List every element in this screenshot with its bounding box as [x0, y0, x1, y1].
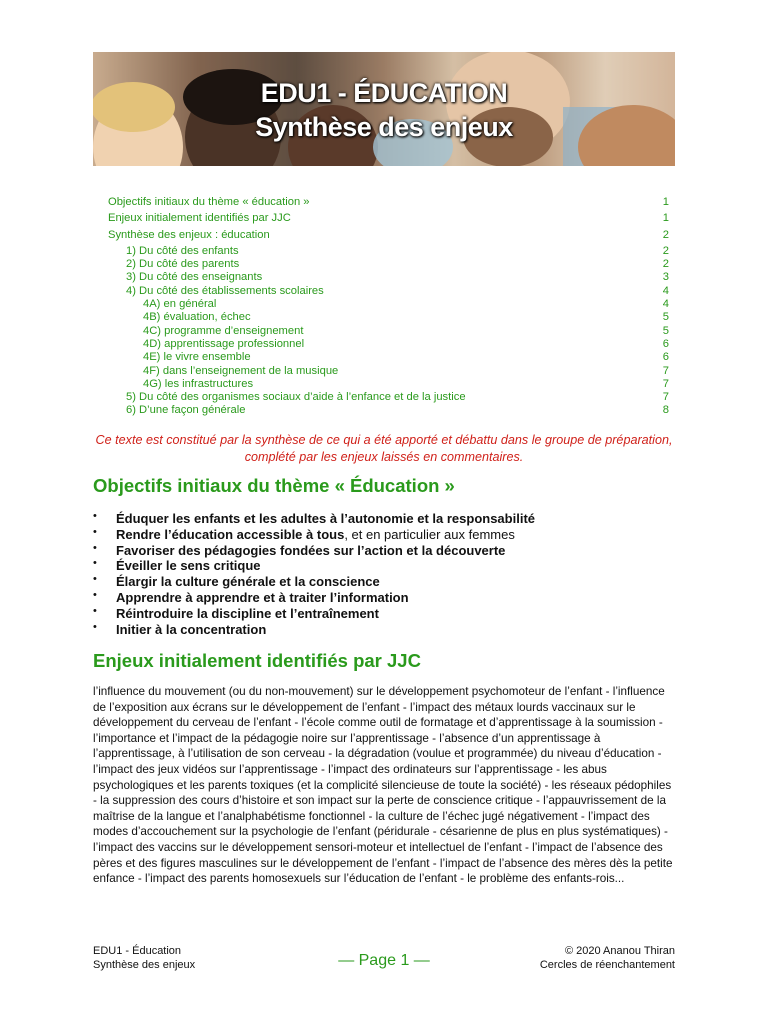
list-item-bold: Éduquer les enfants et les adultes à l’autonomie et la responsabilité	[116, 511, 536, 526]
document-subtitle: Synthèse des enjeux	[255, 112, 513, 142]
toc-entry-page: 2	[662, 258, 669, 271]
header-banner-image	[93, 52, 675, 166]
toc-entry[interactable]	[108, 212, 669, 225]
bullet-icon: •	[93, 510, 97, 522]
toc-entry-page: 1	[662, 212, 669, 225]
toc-entry-label: 5) Du côté des organismes sociaux d’aide à l’enfance et de la justice	[126, 391, 466, 404]
bullet-icon: •	[93, 573, 97, 586]
list-item-bold: Initier à la concentration	[116, 621, 267, 637]
bullet-icon: •	[93, 604, 97, 617]
toc-entry-page: 4	[662, 298, 669, 311]
toc-entry[interactable]	[108, 285, 669, 298]
toc-entry-page: 6	[662, 337, 669, 350]
toc-entry-label: 2) Du côté des parents	[126, 258, 240, 271]
toc-entry-label: 4A) en général	[143, 298, 217, 311]
bullet-icon: •	[93, 620, 97, 633]
toc-entry[interactable]	[108, 391, 669, 404]
footer-doc-subtitle: Synthèse des enjeux	[93, 959, 196, 971]
toc-entry-label: Objectifs initiaux du thème « éducation »	[108, 196, 310, 208]
bullet-icon: •	[93, 525, 97, 538]
toc-entry[interactable]	[108, 196, 669, 209]
list-item-bold: Élargir la culture générale et la conscience	[116, 574, 380, 590]
toc-entry[interactable]	[108, 338, 669, 351]
footer-doc-code: EDU1 - Éducation	[93, 945, 182, 957]
toc-entry-label: 6) D’une façon générale	[126, 404, 246, 417]
section-heading-issues: Enjeux initialement identifiés par JJC	[93, 650, 421, 671]
toc-entry-label: 4) Du côté des établissements scolaires	[126, 284, 324, 297]
bullet-icon: •	[93, 588, 97, 601]
toc-entry[interactable]	[108, 229, 669, 242]
list-item-bold: Apprendre à apprendre et à traiter l’information	[116, 589, 409, 605]
toc-entry-label: 4B) évaluation, échec	[143, 311, 251, 324]
toc-entry-page: 2	[662, 228, 669, 241]
toc-entry[interactable]	[108, 258, 669, 271]
list-item-bold: Rendre l’éducation accessible à tous	[116, 526, 345, 542]
footer-copyright: © 2020 Ananou Thiran	[564, 945, 675, 957]
list-item-rest: , et en particulier aux femmes	[344, 526, 515, 542]
toc-entry-label: 3) Du côté des enseignants	[126, 271, 263, 284]
toc-entry-label: 4D) apprentissage professionnel	[143, 337, 305, 350]
objectives-list	[93, 511, 675, 637]
bullet-icon: •	[93, 557, 97, 570]
toc-entry[interactable]	[108, 311, 669, 324]
list-item	[93, 606, 675, 622]
toc-entry-page: 5	[662, 324, 669, 337]
toc-entry-label: Enjeux initialement identifiés par JJC	[108, 212, 291, 225]
footer-right	[540, 944, 675, 972]
toc-entry-page: 7	[662, 377, 669, 390]
toc-entry-page: 1	[662, 196, 669, 208]
toc-entry-page: 7	[662, 391, 669, 404]
list-item-bold: Éveiller le sens critique	[116, 558, 261, 574]
list-item	[93, 543, 675, 559]
table-of-contents	[108, 196, 669, 418]
section-heading-objectives: Objectifs initiaux du thème « Éducation »	[93, 475, 455, 496]
list-item-bold: Favoriser des pédagogies fondées sur l’action et la découverte	[116, 542, 506, 558]
toc-entry-label: 4G) les infrastructures	[143, 377, 254, 390]
list-item	[93, 590, 675, 606]
toc-entry[interactable]	[108, 378, 669, 391]
toc-entry[interactable]	[108, 271, 669, 284]
list-item	[93, 558, 675, 574]
footer-organization: Cercles de réenchantement	[539, 959, 675, 971]
toc-entry[interactable]	[108, 325, 669, 338]
toc-entry[interactable]	[108, 298, 669, 311]
document-title: EDU1 - ÉDUCATION	[260, 78, 508, 108]
toc-entry-label: Synthèse des enjeux : éducation	[108, 228, 270, 241]
toc-entry[interactable]	[108, 365, 669, 378]
list-item	[93, 527, 675, 543]
toc-entry[interactable]	[108, 245, 669, 258]
list-item	[93, 622, 675, 638]
issues-paragraph: l’influence du mouvement (ou du non-mouvement) sur le développement psychomoteur de l’enfant - l’influence de l’exposition aux écrans sur le développement de l’enfant - l’impact des métaux lourds vaccinaux sur le développement du cerveau de l’enfant - l’école comme outil de formatage et d’apprentissage à la soumission - l’importance et l’impact de la pédagogie noire sur l’apprentissage - l’absence d’un apprentissage à l’apprentissage, à l’utilisation de son cerveau - la dégradation (voulue et programmée) du niveau d’éducation - l’impact des jeux vidéos sur l’apprentissage - l’impact des ordinateurs sur l’apprentissage - les abus psychologiques et les parents toxiques (et la complicité silencieuse de toute la société) - les réseaux pédophiles - la suppression des cours d’histoire et son impact sur la perte de conscience critique - l’appauvrissement de la maîtrise de la langue et l’analphabétisme fonctionnel - la culture de l’échec jugé négativement - l’impact des modes d’accouchement sur la psychologie de l’enfant (péridurale - césarienne de plus en plus systématiques) - l’impact des vaccins sur le développement sensori-moteur et intellectuel de l’enfant - l’impact de l’absence des pères et des figures masculines sur le développement de l’enfant - l’impact de l’absence des mères dès la petite enfance - l’impact des parents homosexuels sur l’éducation de l’enfant - le problème des enfants-rois...	[93, 685, 673, 886]
toc-entry-label: 4E) le vivre ensemble	[143, 351, 251, 364]
toc-entry-page: 2	[662, 244, 669, 257]
list-item	[93, 511, 675, 527]
toc-entry[interactable]	[108, 351, 669, 364]
list-item-bold: Réintroduire la discipline et l’entraînement	[116, 605, 379, 621]
toc-entry-page: 4	[662, 284, 669, 297]
toc-entry-page: 5	[662, 311, 669, 324]
toc-entry-label: 4F) dans l’enseignement de la musique	[143, 364, 339, 377]
list-item	[93, 574, 675, 590]
toc-entry-page: 8	[662, 404, 669, 417]
banner-photo	[93, 52, 675, 166]
toc-entry[interactable]	[108, 404, 669, 417]
toc-entry-page: 7	[662, 364, 669, 377]
page-number: — Page 1 —	[338, 952, 430, 969]
intro-note: Ce texte est constitué par la synthèse de ce qui a été apporté et débattu dans le groupe de préparation, complété par les enjeux laissés en commentaires.	[95, 433, 673, 464]
toc-entry-page: 6	[662, 351, 669, 364]
toc-entry-label: 4C) programme d’enseignement	[143, 324, 304, 337]
bullet-icon: •	[93, 541, 97, 554]
toc-entry-label: 1) Du côté des enfants	[126, 244, 239, 257]
toc-entry-page: 3	[662, 271, 669, 284]
